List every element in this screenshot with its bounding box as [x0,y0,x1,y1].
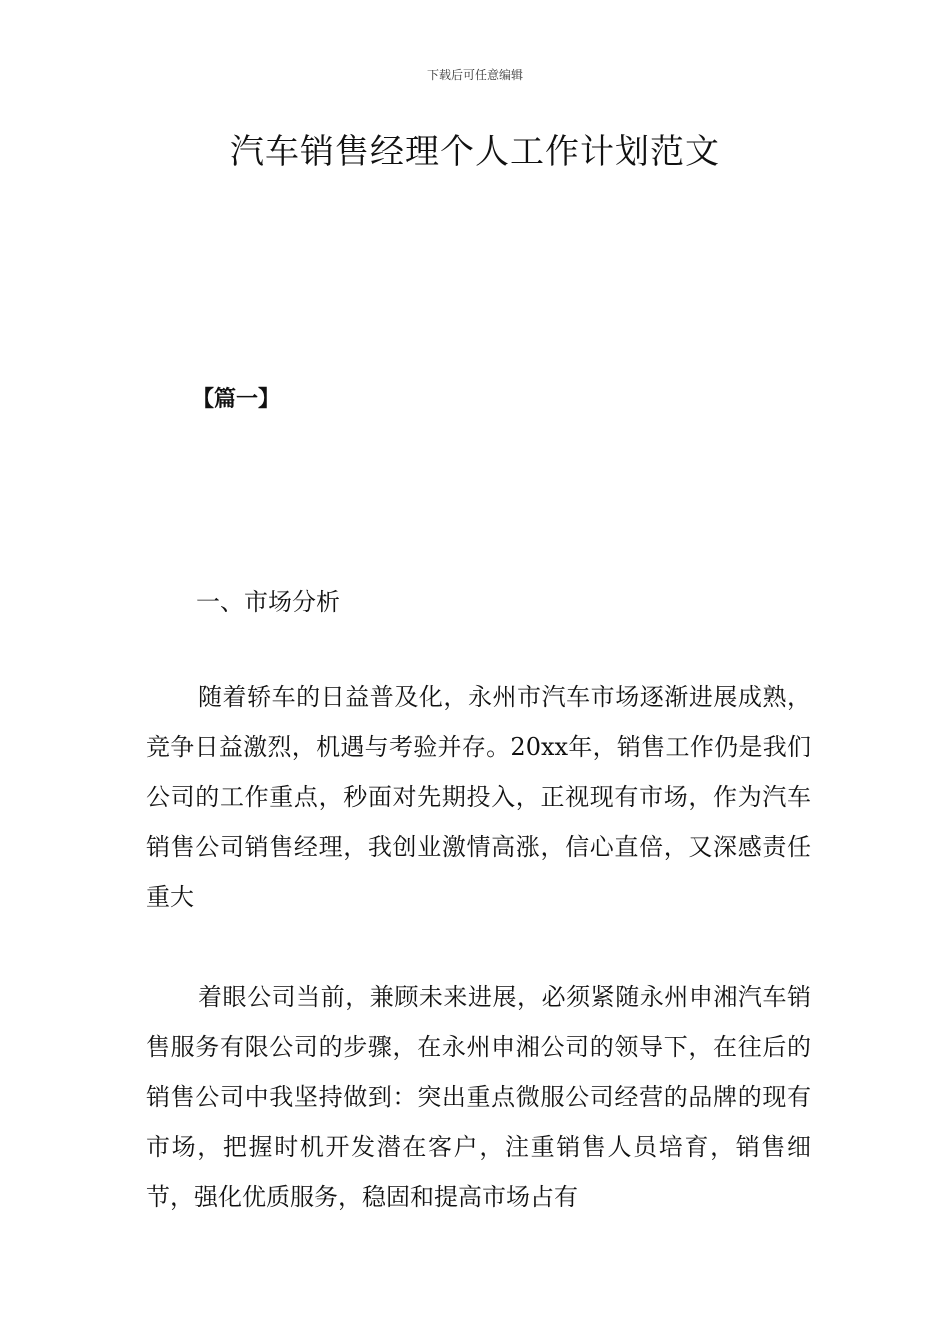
body-paragraph-2: 着眼公司当前，兼顾未来进展，必须紧随永州申湘汽车销售服务有限公司的步骤，在永州申湘公司的领导下，在往后的销售公司中我坚持做到：突出重点微服公司经营的品牌的现有市场，把握时机开发潜在客户，注重销售人员培育，销售细节，强化优质服务，稳固和提高市场占有 [146,983,811,1211]
page-header-note: 下载后可任意编辑 [426,68,523,82]
section-marker: 【篇一】 [192,386,281,412]
document-title: 汽车销售经理个人工作计划范文 [230,132,720,172]
section-subheading: 一、市场分析 [196,588,340,616]
body-paragraph-1: 随着轿车的日益普及化，永州市汽车市场逐渐进展成熟，竞争日益激烈，机遇与考验并存。20xx年，销售工作仍是我们公司的工作重点，秒面对先期投入，正视现有市场，作为汽车销售公司销售经理，我创业激情高涨，信心直倍，又深感责任重大 [146,683,811,911]
